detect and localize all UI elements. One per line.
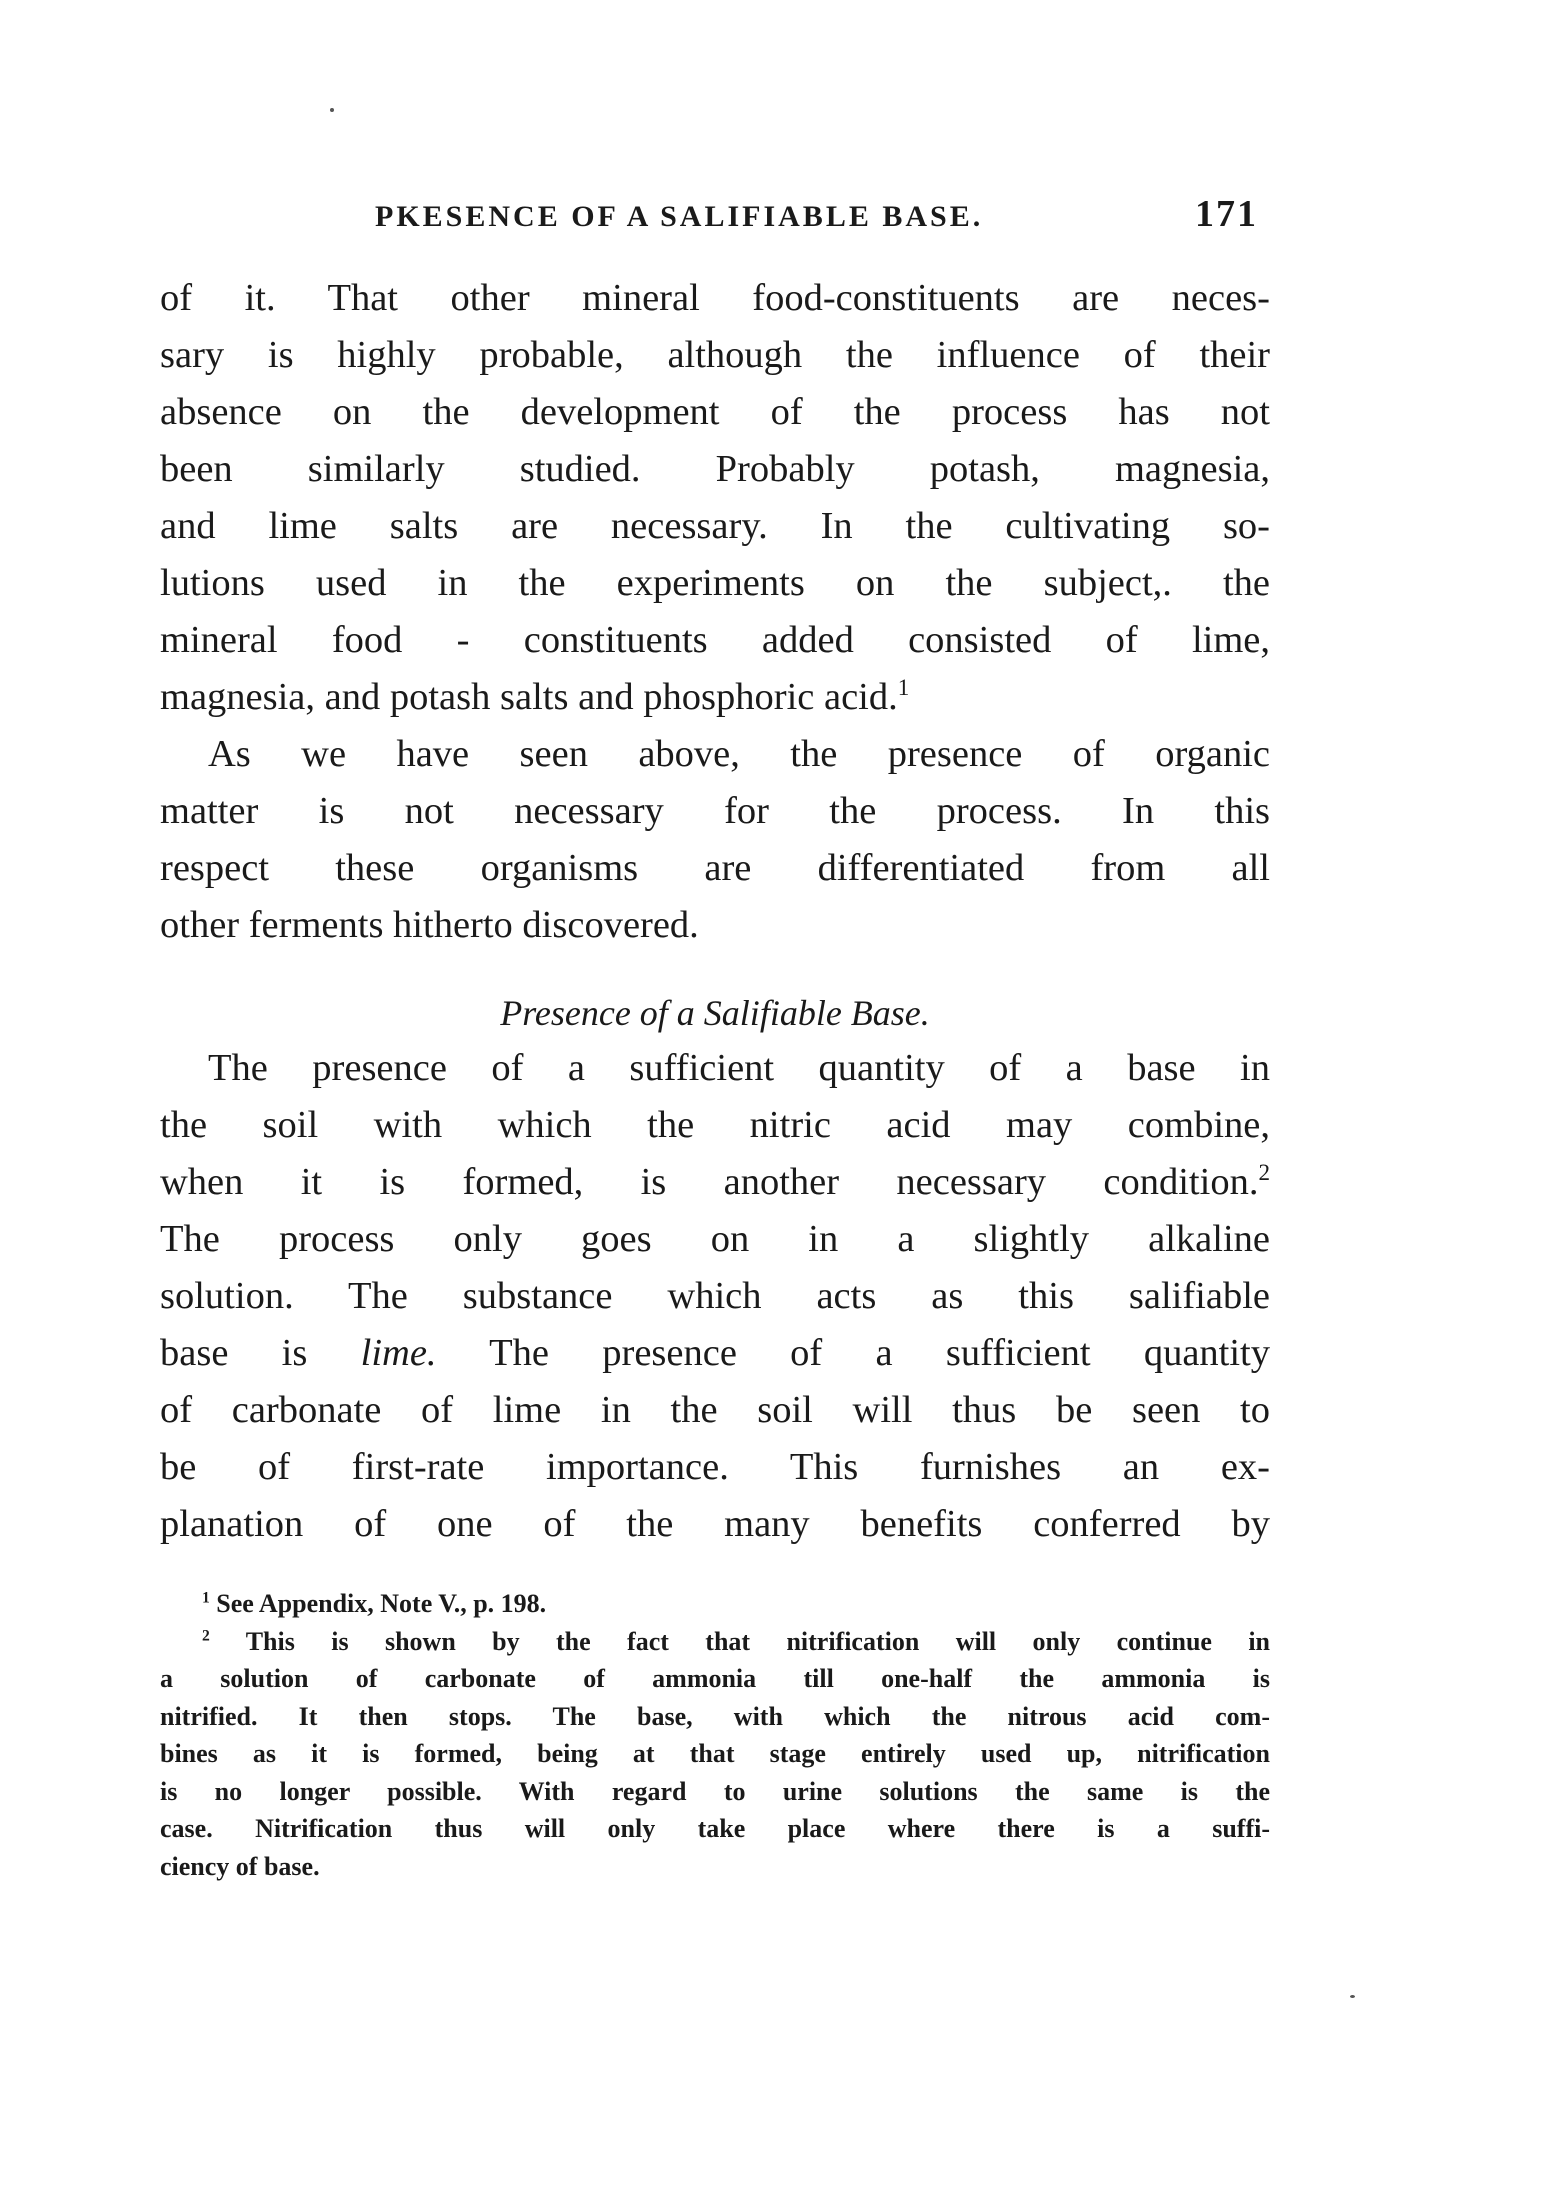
- text-line: lutions used in the experiments on the subject,. the: [160, 562, 1270, 604]
- text-line: absence on the development of the process has not: [160, 391, 1270, 433]
- paragraph-3: [160, 1040, 1270, 1553]
- text-line: the soil with which the nitric acid may combine,: [160, 1104, 1270, 1146]
- text-line: [160, 1325, 1270, 1382]
- body-text: [160, 270, 1270, 954]
- paper-speck: [330, 108, 334, 112]
- page-header: [160, 192, 1270, 242]
- text-line: other ferments hitherto discovered.: [160, 904, 699, 946]
- running-title: PKESENCE OF A SALIFIABLE BASE.: [375, 200, 984, 233]
- text-line: respect these organisms are differentiated from all: [160, 847, 1270, 889]
- footnotes: [160, 1585, 1270, 1885]
- text-line: matter is not necessary for the process. In this: [160, 790, 1270, 832]
- emphasized-word: lime.: [360, 1332, 437, 1374]
- footnote-1: [160, 1585, 1270, 1623]
- text-line: mineral food - constituents added consisted of lime,: [160, 619, 1270, 661]
- footnote-2-line: nitrified. It then stops. The base, with which the nitrous acid com-: [160, 1701, 1270, 1731]
- footnote-2-line: bines as it is formed, being at that stage entirely used up, nitrification: [160, 1739, 1270, 1768]
- footnote-number: 2: [202, 1626, 210, 1644]
- text-line: of carbonate of lime in the soil will thus be seen to: [160, 1389, 1270, 1431]
- text-line: planation of one of the many benefits conferred by: [160, 1503, 1270, 1545]
- paper-speck: [1350, 1995, 1355, 1998]
- footnote-number: 1: [202, 1589, 210, 1607]
- footnote-text: See Appendix, Note V., p. 198.: [216, 1589, 547, 1618]
- text-fragment: magnesia, and potash salts and phosphoric acid.: [160, 676, 898, 718]
- text-line: sary is highly probable, although the influence of their: [160, 334, 1270, 376]
- text-line: As we have seen above, the presence of organic: [208, 733, 1270, 775]
- text-fragment: The presence of a sufficient quantity: [489, 1332, 1270, 1374]
- paragraph-2: [160, 726, 1270, 954]
- page-number: 171: [1195, 193, 1258, 235]
- footnote-ref-2[interactable]: 2: [1258, 1159, 1270, 1186]
- footnote-ref-1[interactable]: 1: [897, 674, 910, 701]
- footnote-text: This is shown by the fact that nitrification will only continue in: [245, 1626, 1271, 1656]
- text-fragment: base is: [160, 1332, 308, 1374]
- text-fragment: when it is formed, is another necessary condition.: [160, 1161, 1259, 1203]
- footnote-2-line: ciency of base.: [160, 1851, 320, 1881]
- text-line: been similarly studied. Probably potash, magnesia,: [160, 448, 1270, 490]
- paragraph-1: [160, 270, 1270, 726]
- text-line: be of first-rate importance. This furnishes an ex-: [160, 1446, 1270, 1488]
- text-line: The process only goes on in a slightly alkaline: [160, 1218, 1270, 1260]
- text-line: The presence of a sufficient quantity of a base in: [208, 1047, 1270, 1089]
- footnote-2-line: is no longer possible. With regard to urine solutions the same is the: [160, 1776, 1270, 1806]
- section-heading: Presence of a Salifiable Base.: [500, 993, 930, 1033]
- footnote-2-line: case. Nitrification thus will only take place where there is a suffi-: [160, 1814, 1270, 1843]
- text-line: [160, 1154, 1270, 1211]
- text-line: of it. That other mineral food-constituents are neces-: [160, 277, 1270, 319]
- footnote-2-line: [160, 1623, 1270, 1661]
- footnote-2-line: a solution of carbonate of ammonia till one-half the ammonia is: [160, 1664, 1270, 1693]
- text-line: [160, 669, 1270, 726]
- text-line: and lime salts are necessary. In the cultivating so-: [160, 505, 1270, 547]
- text-line: solution. The substance which acts as this salifiable: [160, 1275, 1270, 1317]
